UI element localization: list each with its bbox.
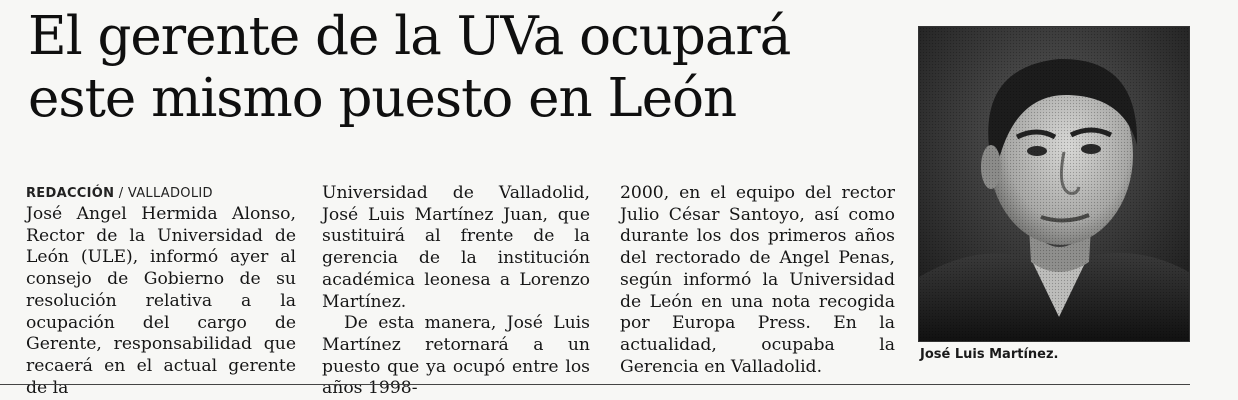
portrait-photo [918, 26, 1190, 342]
article-column-3 [620, 183, 895, 378]
portrait-illustration [919, 27, 1189, 341]
byline [26, 183, 296, 204]
body-paragraph-2: De esta manera, José Luis Martínez retornará a un puesto que ya ocupó entre los años 1998- [322, 313, 590, 399]
page-divider [0, 384, 1190, 385]
body-paragraph-1: José Angel Hermida Alonso, Rector de la Universidad de León (ULE), informó ayer al consejo de Gobierno de su resolución relativa a la ocupación del cargo de Gerente, responsabilidad que recaerá en el actual gerente de la [26, 204, 296, 398]
byline-separator: / [114, 186, 128, 201]
article-headline: El gerente de la UVa ocupará este mismo puesto en León [28, 6, 791, 129]
photo-caption: José Luis Martínez. [920, 347, 1059, 362]
byline-location: VALLADOLID [127, 186, 213, 201]
article-column-1 [26, 183, 296, 399]
body-paragraph-2-continued: 2000, en el equipo del rector Julio César Santoyo, así como durante los dos primeros años del rectorado de Angel Penas, según informó la Universidad de León en una nota recogida por Europa Press. En la actualidad, ocupaba la Gerencia en Valladolid. [620, 183, 895, 377]
body-paragraph-1-continued: Universidad de Valladolid, José Luis Martínez Juan, que sustituirá al frente de la gerencia de la institución académica leonesa a Lorenzo Martínez. [322, 183, 590, 312]
article-column-2 [322, 183, 590, 400]
byline-section: REDACCIÓN [26, 186, 115, 201]
